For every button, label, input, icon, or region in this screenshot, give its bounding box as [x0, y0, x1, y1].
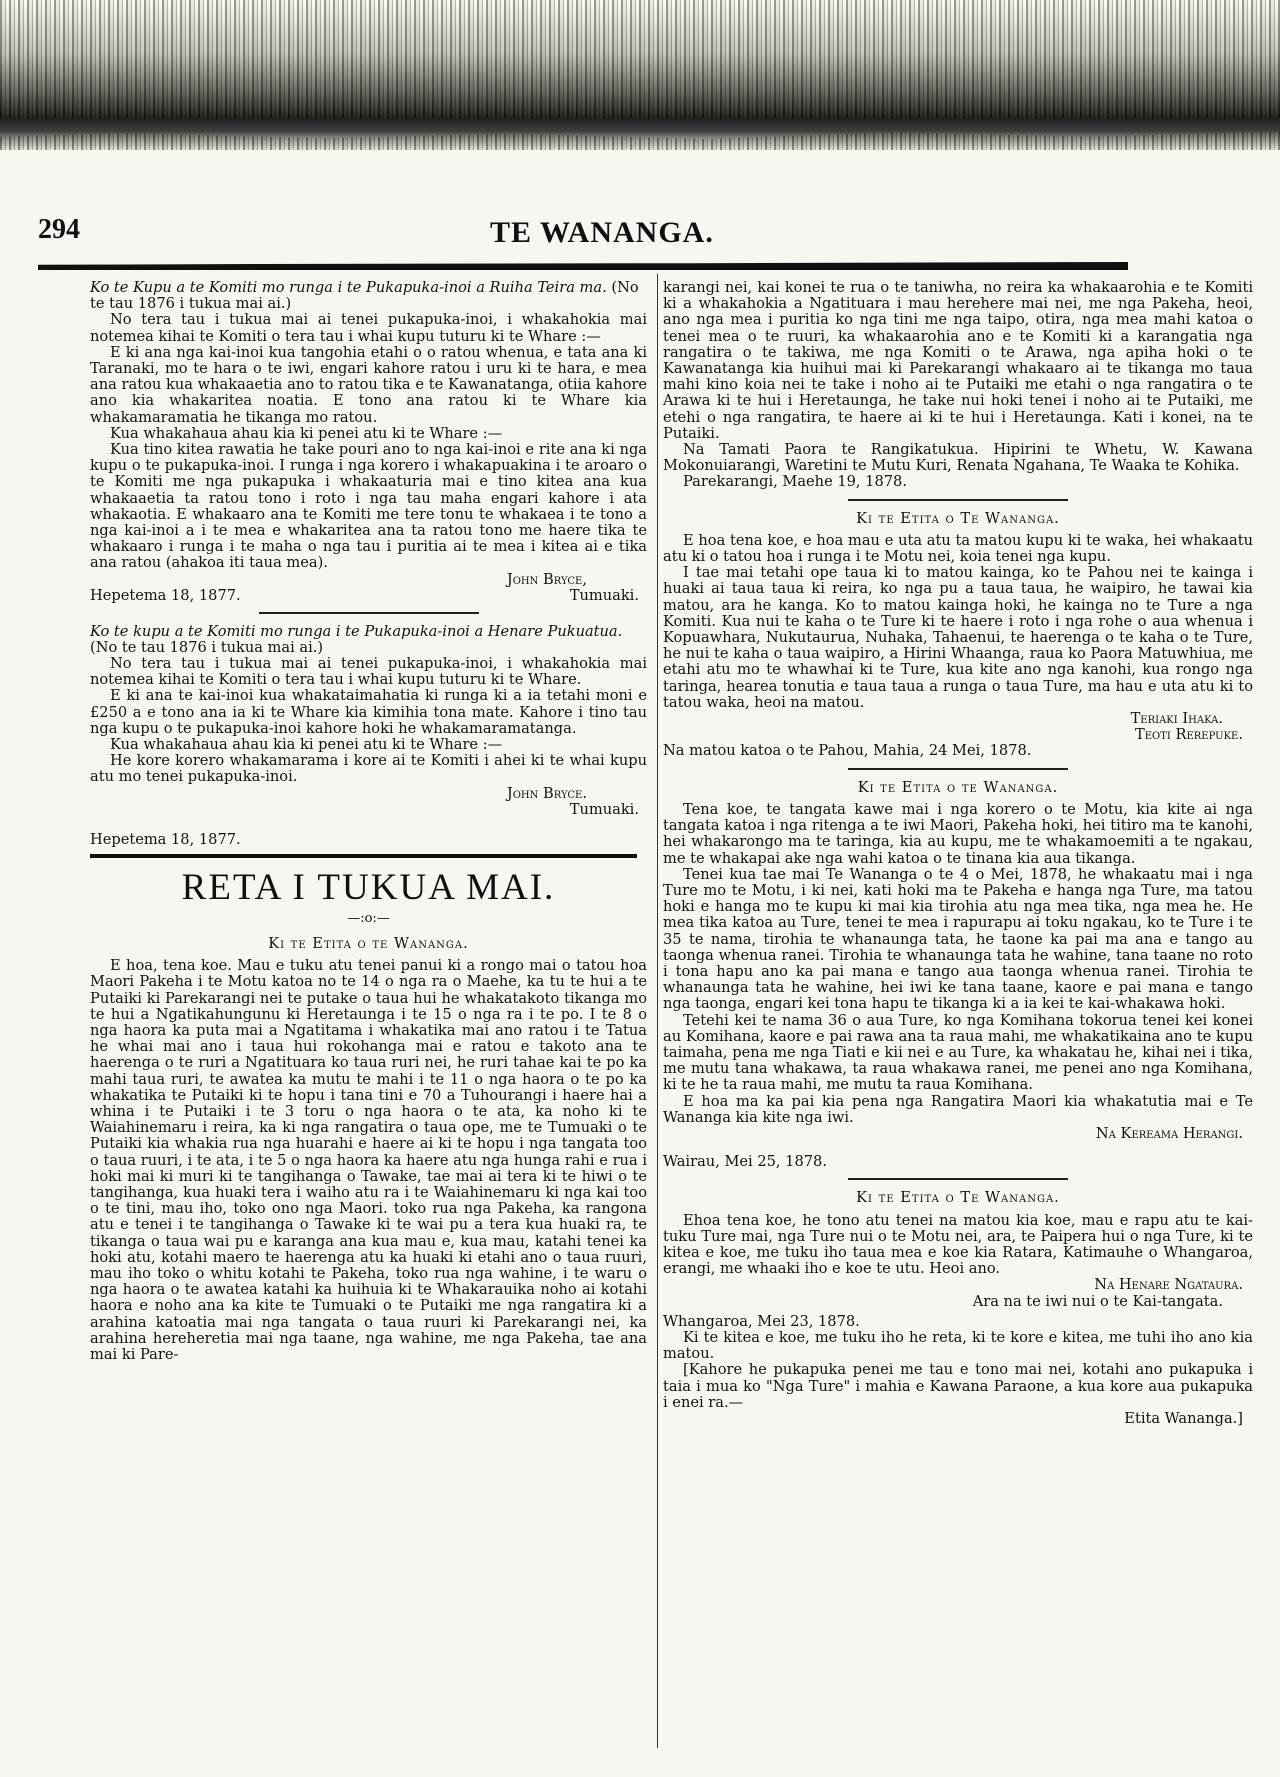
report-signature-title — [90, 802, 647, 818]
letter-putaiki-continued — [663, 280, 1253, 491]
letter-paragraph: Tetehi kei te nama 36 o aua Ture, ko nga Komihana tokorua tenei kei konei au Komihana, kaore e pai rawa ana ta raua mahi, me whakatikaina ano te kupu taimaha, pena me nga Tiati e kii nei e au Ture, ka whakatau he, kihai nei i tika, me mutu tana whakawa, ta raua whakawa ranei, me penei ano nga Komihana, ki te he ta raua mahi, me mutu ta raua Komihana. — [663, 1011, 1253, 1094]
report-heading-text: Ko te kupu a te Komiti mo runga i te Pukapuka-inoi a Henare Pukuatua. — [90, 622, 623, 640]
report-paragraph: No tera tau i tukua mai ai tenei pukapuka-inoi, i whakahokia mai notemea kihai te Komiti o tera tau i whai kupu tuturu ki te Whare :— — [90, 311, 647, 345]
letter-paragraph: E hoa ma ka pai kia pena nga Rangatira Maori kia whakatutia mai e Te Wananga kia kite nga iwi. — [663, 1092, 1253, 1126]
report-heading-paren: (No te tau 1876 i tukua mai ai.) — [90, 279, 639, 313]
letter-signer: Teriaki Ihaka. — [1130, 710, 1223, 728]
editor-signature: Etita Wananga.] — [1124, 1410, 1243, 1427]
letters-headline: RETA I TUKUA MAI. — [181, 866, 556, 908]
letter-signer: Na Kereama Herangi. — [1095, 1124, 1243, 1142]
report-signature — [90, 786, 647, 802]
letter-paragraph: karangi nei, kai konei te rua o te taniwha, no reira ka whakaarohia e te Komiti ki a whakahokia a Ngatituara i mau herehere mai nei, me nga Pakeha, heoi, ano nga mea i puritia ko nga tini me nga taipo, otira, nga mea mahi katoa o tenei mea o te ruuri, ka whakaarohia ano e te Komiti ki a karangatia nga rangatira o te takiwa, me nga Komiti o te Arawa, nga apiha hoki o te Kawanatanga kia huihui mai ki Parekarangi whakaaro ai te tikanga mo taua mahi kino koia nei te take i noho ai te Putaiki me etahi o nga rangatira o te Arawa ki te hui i Heretaunga, he take nui hoki tenei i noho ai te Putaiki, me etehi o nga rangatira, te haere ai ki te hui i Heretaunga. Kati i konei, na te Putaiki. — [663, 279, 1253, 442]
letter-signer-line2: Ara na te iwi nui o te Kai-tangata. — [972, 1292, 1223, 1310]
report-heading — [90, 624, 647, 656]
report-paragraph: Kua whakahaua ahau kia ki penei atu ki te Whare :— — [110, 424, 503, 442]
letter-salutation: Ki te Etita o te Wananga. — [268, 934, 469, 952]
report-paragraph: He kore korero whakamarama i kore ai te Komiti i ahei ki te whai kupu atu mo tenei pukapuka-inoi. — [90, 752, 647, 786]
letter-salutation: Ki te Etita o Te Wananga. — [856, 1189, 1060, 1207]
letter-whangaroa — [663, 1190, 1253, 1427]
report-signature — [90, 572, 647, 588]
letter-place-date: Whangaroa, Mei 23, 1878. — [663, 1312, 860, 1330]
letter-signatories: Na Tamati Paora te Rangikatukua. Hipirini te Whetu, W. Kawana Mokonuiarangi, Waretini te Mutu Kuri, Renata Ngahana, Te Waaka te Kohika. — [663, 441, 1253, 475]
signer-title: Tumuaki. — [569, 800, 639, 818]
letter-paragraph: Tena koe, te tangata kawe mai i nga korero o te Motu, kia kite ai nga tangata katoa i nga ritenga a te iwi Maori, Pakeha hoki, hei titiro ma te kanohi, hei whakarongo ma te taringa, kia au kupu, me te whakamoemiti a te ngakau, me te whakapai ake nga wahi katoa o te tinana kia aua tikanga. — [663, 800, 1253, 867]
section-rule — [259, 612, 479, 614]
letter-signer: Na Henare Ngataura. — [1094, 1276, 1243, 1294]
letter-paragraph: E hoa tena koe, e hoa mau e uta atu ta matou kupu ki te waka, hei whakaatu atu ki o tatou hoa i runga i te Motu nei, koia tenei nga kupu. — [663, 531, 1253, 566]
left-column — [90, 280, 647, 1363]
report-heading-paren: (No te tau 1876 i tukua mai ai.) — [90, 638, 324, 656]
letter-salutation: Ki te Etita o Te Wananga. — [856, 509, 1060, 527]
committee-report-henare — [90, 624, 647, 848]
report-date: Hepetema 18, 1877. — [90, 586, 241, 604]
report-paragraph: No tera tau i tukua mai ai tenei pukapuka-inoi, i whakahokia mai notemea kihai te Komiti o tera tau i whai kupu tuturu ki te Whare. — [90, 655, 647, 689]
committee-report-ruiha — [90, 280, 647, 604]
report-heading — [90, 280, 647, 312]
letter-pahou — [663, 511, 1253, 760]
letters-separator: —:o:— — [347, 910, 390, 926]
letter-paragraph: I tae mai tetahi ope taua ki to matou kainga, ko te Pahou nei te kainga i huaki ai taua taua ki reira, ko nga pu a taua taua, he waipiro, he tawai kia matou, ara he kanga. Ko to matou kainga hoki, he kainga no te Ture a nga Komiti. Kua nui te kaha o te Ture ki te haere i roto i nga rohe o aua whenua i Kopuawhara, Nukutaurua, Nuhaka, Tahaenui, te haerenga o te kaha o te Ture, he nui te kaha o taua waipiro, a Hirini Whaanga, raua ko Paora Matuwhiua, me etahi atu mo te whawhai ki te Ture, kua kite ano nga kanohi, kua rongo nga taringa, hearea tonutia e taua taua a runga o taua Ture, ma hau e uta atu ki to tatou waka, heoi na matou. — [663, 564, 1253, 711]
masthead-title: TE WANANGA. — [490, 216, 714, 249]
letter-place-date: Na matou katoa o te Pahou, Mahia, 24 Mei, 1878. — [663, 742, 1032, 760]
report-paragraph: E ki ana te kai-inoi kua whakataimahatia ki runga ki a ia tetahi moni e £250 a e tono ana ia ki te Whare kia kimihia tona mate. Kahore i tino tau nga kupu o te pukapuka-inoi kahore hoki he whakamaramatanga. — [90, 687, 647, 737]
header-rule — [38, 262, 1128, 270]
report-paragraph: E ki ana nga kai-inoi kua tangohia etahi o o ratou whenua, e tata ana ki Taranaki, mo te hara o te iwi, engari kahore ratou i uru ki te hara, e mea ana ratou kua whakaaetia ano to ratou tika e te Kawanatanga, otiia kahore ano kia whakaritea noatia. E tono ana ratou ki te Whare kia whakamaramatia he tikanga mo ratou. — [90, 343, 647, 426]
section-rule — [848, 1178, 1068, 1180]
letter-paragraph: Ehoa tena koe, he tono atu tenei na matou kia koe, mau e rapu atu te kai-tuku Ture mai, nga Ture nui o te Motu nei, ara, te Paipera hui o nga Ture, ki te kitea e koe, me tuku iho taua mea e koe kia Ratara, Katimauhe o Whangaroa, erangi, me whaaki iho e koe te utu. Heoi ano. — [663, 1211, 1253, 1278]
letter-paragraph: E hoa, tena koe. Mau e tuku atu tenei panui ki a rongo mai o tatou hoa Maori Pakeha i te Motu katoa no te 14 o nga ra o Maehe, ka tu te hui a te Putaiki ki Parekarangi nei te putake o taua hui he whakatakoto tikanga mo te hui a Ngatikahungunu ki Heretaunga i te 15 o nga ra i te po. I te 8 o nga haora ka puta mai a Ngatitama i whakatika mai ano ratou i te Tatua he whai mai ano i taua hui rokohanga mai e ratou e takoto ana te haerenga o te ruri a Ngatituara ko taua ruri nei, he ruri tahae kai te po ka mahi taua ruri, te awatea ka mutu te mahi i te 11 o nga haora o te po ka whakatika te Putaiki ki te hopu i tana tini e 70 a Tuhourangi i haere hai a whina i te Putaiki i te 3 toru o nga haora o te ata, ka noho ki te Waiahinemaru i reira, ka ki nga rangatira o taua ope, me te Tumuaki o te Putaiki kia whakia rua nga huarahi e haere ai ki te hopu i nga tangata too o taua ruuri, i te ata, i te 5 o nga haora ka haere atu nga hunga rahi e rua i hoki mai ki muri ki te tangihanga o Tawake, tae mai ai tera ki te hiwi o te tangihanga, kua huaki tera i waiho atu ra i te Waiahinemaru ki nga kai too o te tini, mau iho, toko ono nga Maori. toko rua nga Pakeha, ka rangona atu e tenei i te tangihanga o Tawake ki te wai pu a tera kua huaki ra, te tikanga o taua wai pu e karanga ana kua mau e, kua mau, katahi tenei ka hoki atu, kotahi maero te haerenga atu ka huaki ki etahi ano o taua ruuri, mau iho toko o whitu kotahi te Pakeha, toko rua nga wahine, i te waru o nga haora o te awatea katahi ka huihuia ki te Whakarauika noho ai kotahi haora e noho ana ka kite te Tumuaki o te Putaiki me nga rangatira ki a arahina katoatia mai nga tangata o taua ruuri ki Parekarangi nei, ka arahina hereheretia mai nga taane, nga wahine, me nga Pakeha, tae ana mai ki Pare- — [90, 957, 647, 1363]
letter-place-date: Wairau, Mei 25, 1878. — [663, 1153, 827, 1171]
page-number: 294 — [38, 214, 80, 245]
report-paragraph: Kua tino kitea rawatia he take pouri ano to nga kai-inoi e rite ana ki nga kupu o te pukapuka-inoi. I runga i nga korero i whakapuakina i te aroaro o te Komiti me nga pukapuka i whakaaturia mai e tino kitea ana kua whakaaetia ta ratou tono i roto i nga tau maha engari kahore i ata whakaotia. E whakaaro ana te Komiti me tere tonu te whakaea i te tono a nga kai-inoi a i te mea e whakaritea ana ta ratou tono me haere tika te whakaaro i runga i te maha o nga tau i puritia ai te mea i kitea ai e tika ana ratou (ahakoa iti taua mea). — [90, 441, 647, 572]
letter-paragraph: Tenei kua tae mai Te Wananga o te 4 o Mei, 1878, he whakaatu mai i nga Ture mo te Motu, i ki nei, kati hoki ma te Pakeha e hanga nga Ture, ma tatou hoki e hanga mo te kupu ki mai kia tirohia atu nga mea tika, nga mea he. He mea tika katoa au Ture, tenei te mea i rapurapu ai toku ngakau, ko te Ture i te 35 te nama, tirohia te whanaunga tata, he taone ka pai ma ana e tango au taonga whenua ranei. Tirohia te whanaunga tata he wahine, tana taane no roto i tona hapu ano ka pai mana e tango aua taonga whenua ranei. Tirohia te whanaunga tata he wahine, hei iwi ke tana taane, kaore e pai mana e tango nga taonga, engari kei tona hapu te tikanga ki a ia kei te kai-whakawa hoki. — [663, 865, 1253, 1013]
report-date: Hepetema 18, 1877. — [90, 830, 241, 848]
editor-note: [Kahore he pukapuka penei me tau e tono mai nei, kotahi ano pukapuka i taia i mua ko "Nga Ture" i mahia e Kawana Paraone, a kua kore aua pukapuka i enei ra.— — [663, 1361, 1253, 1411]
section-rule — [848, 768, 1068, 770]
letter-wairau — [663, 780, 1253, 1171]
section-rule — [848, 499, 1068, 501]
section-heavy-rule — [90, 854, 637, 858]
right-column — [663, 280, 1253, 1427]
letter-signer: Teoti Rerepuke. — [1135, 726, 1243, 744]
signer-name: John Bryce. — [506, 784, 587, 802]
signer-name: John Bryce, — [506, 570, 587, 588]
report-date-row — [90, 588, 647, 604]
letter-salutation: Ki te Etita o te Wananga. — [857, 778, 1059, 796]
report-heading-text: Ko te Kupu a te Komiti mo runga i te Pukapuka-inoi a Ruiha Teira ma. — [90, 279, 607, 296]
letter-paragraph: Ki te kitea e koe, me tuku iho he reta, ki te kore e kitea, me tuhi iho ano kia matou. — [663, 1328, 1253, 1363]
letter-putaiki — [90, 936, 647, 1363]
report-paragraph: Kua whakahaua ahau kia ki penei atu ki te Whare :— — [110, 736, 503, 754]
letter-place-date: Parekarangi, Maehe 19, 1878. — [683, 473, 907, 491]
signer-title: Tumuaki. — [569, 586, 639, 604]
column-divider — [657, 274, 658, 1748]
page-header — [38, 214, 1128, 260]
